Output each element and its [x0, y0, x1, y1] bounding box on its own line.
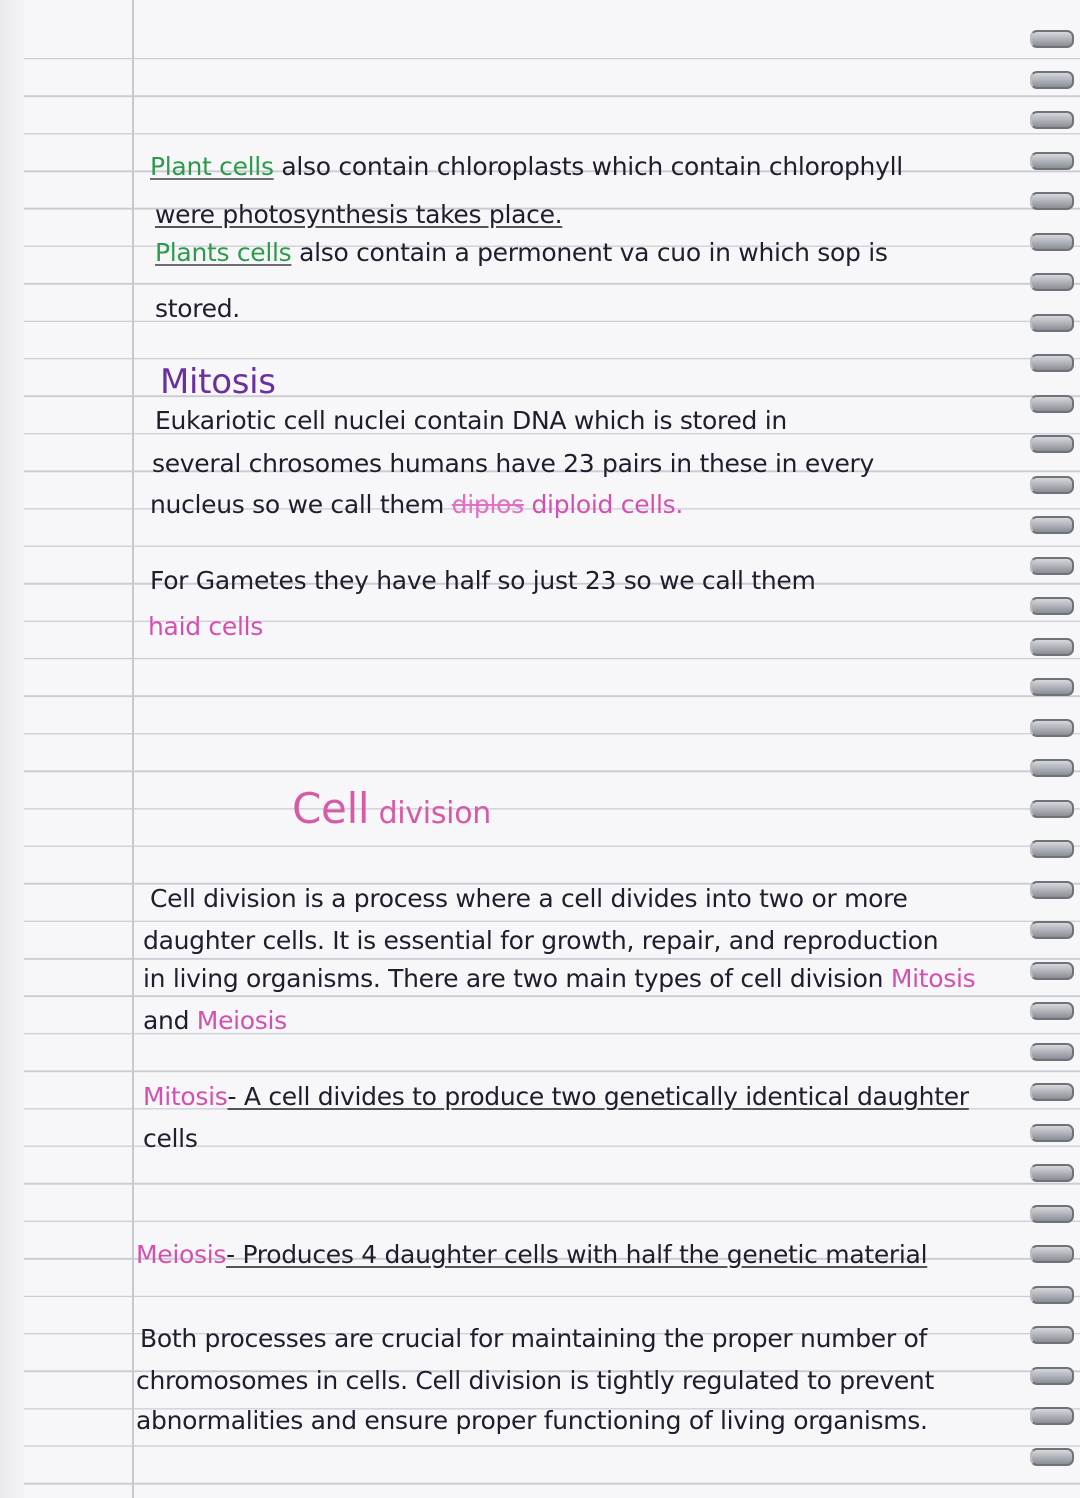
cell-division-heading-second: division: [378, 796, 491, 831]
page-left-edge: [0, 0, 24, 1498]
spiral-coil: [1030, 1043, 1074, 1061]
spiral-coil: [1030, 233, 1074, 251]
spiral-coil: [1030, 759, 1074, 777]
spiral-coil: [1030, 273, 1074, 291]
spiral-coil: [1030, 557, 1074, 575]
plant-line-2-text: were photosynthesis takes place.: [155, 200, 563, 229]
division-para-line-3-text: in living organisms. There are two main types of cell division: [143, 964, 884, 993]
spiral-coil: [1030, 314, 1074, 332]
division-para-line-4-text: and: [143, 1006, 190, 1035]
both-processes-line-2-text: chromosomes in cells. Cell division is tightly regulated to prevent: [136, 1366, 934, 1395]
plant-line-3-text: also contain a permonent va cuo in which sop is: [299, 238, 888, 267]
plant-line-3: [155, 234, 888, 272]
plants-cells-highlight: Plants cells: [155, 238, 292, 267]
spiral-coil: [1030, 1124, 1074, 1142]
spiral-coil: [1030, 719, 1074, 737]
plant-line-4: [155, 290, 240, 328]
spiral-coil: [1030, 1367, 1074, 1385]
spiral-coil: [1030, 395, 1074, 413]
spiral-coil: [1030, 1407, 1074, 1425]
division-para-line-3: [143, 960, 975, 998]
both-processes-line-1-text: Both processes are crucial for maintaining the proper number of: [140, 1324, 927, 1353]
spiral-coil: [1030, 1448, 1074, 1466]
division-para-line-1-text: Cell division is a process where a cell divides into two or more: [150, 884, 908, 913]
spiral-coil: [1030, 435, 1074, 453]
spiral-coil: [1030, 1245, 1074, 1263]
spiral-coil: [1030, 152, 1074, 170]
division-para-line-1: [150, 880, 908, 918]
spiral-coil: [1030, 71, 1074, 89]
spiral-coil: [1030, 1083, 1074, 1101]
mitosis-term: Mitosis: [143, 1082, 228, 1111]
mitosis-definition-line-2: [143, 1120, 198, 1158]
crossed-out-word: diplos: [451, 490, 524, 519]
mitosis-line-4-text: For Gametes they have half so just 23 so we call them: [150, 566, 816, 595]
spiral-coil: [1030, 1002, 1074, 1020]
spiral-coil: [1030, 597, 1074, 615]
mitosis-line-1: [155, 402, 787, 440]
plant-line-4-text: stored.: [155, 294, 240, 323]
mitosis-line-2: [152, 445, 874, 483]
plant-line-2: [155, 196, 562, 234]
spiral-coil: [1030, 678, 1074, 696]
mitosis-line-3-start: nucleus so we call them: [150, 490, 445, 519]
plant-line-1: [150, 148, 903, 186]
spiral-coil: [1030, 1164, 1074, 1182]
spiral-binding: [1028, 30, 1080, 1490]
both-processes-line-3-text: abnormalities and ensure proper functioning of living organisms.: [136, 1406, 928, 1435]
mitosis-definition-text: - A cell divides to produce two genetically identical daughter: [227, 1082, 969, 1111]
division-para-line-4: [143, 1002, 287, 1040]
mitosis-heading: [160, 364, 276, 402]
spiral-coil: [1030, 516, 1074, 534]
mitosis-line-5: [148, 608, 263, 646]
spiral-coil: [1030, 476, 1074, 494]
mitosis-definition-line-2-text: cells: [143, 1124, 198, 1153]
spiral-coil: [1030, 881, 1074, 899]
spiral-coil: [1030, 1286, 1074, 1304]
spiral-coil: [1030, 111, 1074, 129]
cell-division-heading: [292, 784, 491, 833]
division-para-line-2-text: daughter cells. It is essential for growth, repair, and reproduction: [143, 926, 939, 955]
division-para-line-2: [143, 922, 938, 960]
mitosis-line-1-text: Eukariotic cell nuclei contain DNA which is stored in: [155, 406, 787, 435]
spiral-coil: [1030, 800, 1074, 818]
spiral-coil: [1030, 1326, 1074, 1344]
margin-line: [132, 0, 134, 1498]
mitosis-line-3: [150, 486, 683, 524]
spiral-coil: [1030, 962, 1074, 980]
spiral-coil: [1030, 30, 1074, 48]
both-processes-line-3: [136, 1402, 928, 1440]
diploid-cells-highlight: diploid cells.: [531, 490, 683, 519]
mitosis-definition-line-1: [143, 1078, 969, 1116]
spiral-coil: [1030, 638, 1074, 656]
meiosis-highlight: Meiosis: [196, 1006, 287, 1035]
spiral-coil: [1030, 354, 1074, 372]
both-processes-line-1: [140, 1320, 927, 1358]
mitosis-line-4: [150, 562, 816, 600]
spiral-coil: [1030, 840, 1074, 858]
spiral-coil: [1030, 921, 1074, 939]
both-processes-line-2: [136, 1362, 934, 1400]
plant-line-1-text: also contain chloroplasts which contain chlorophyll: [281, 152, 903, 181]
mitosis-line-2-text: several chrosomes humans have 23 pairs in these in every: [152, 449, 875, 478]
mitosis-heading-text: Mitosis: [160, 362, 276, 402]
spiral-coil: [1030, 1205, 1074, 1223]
meiosis-definition-text: - Produces 4 daughter cells with half the genetic material: [226, 1240, 928, 1269]
cell-division-heading-first: Cell: [292, 784, 370, 833]
mitosis-highlight: Mitosis: [890, 964, 976, 993]
meiosis-term: Meiosis: [136, 1240, 227, 1269]
plant-cells-highlight: Plant cells: [150, 152, 274, 181]
haid-cells-highlight: haid cells: [148, 612, 263, 641]
spiral-coil: [1030, 192, 1074, 210]
meiosis-definition-line: [136, 1236, 927, 1274]
